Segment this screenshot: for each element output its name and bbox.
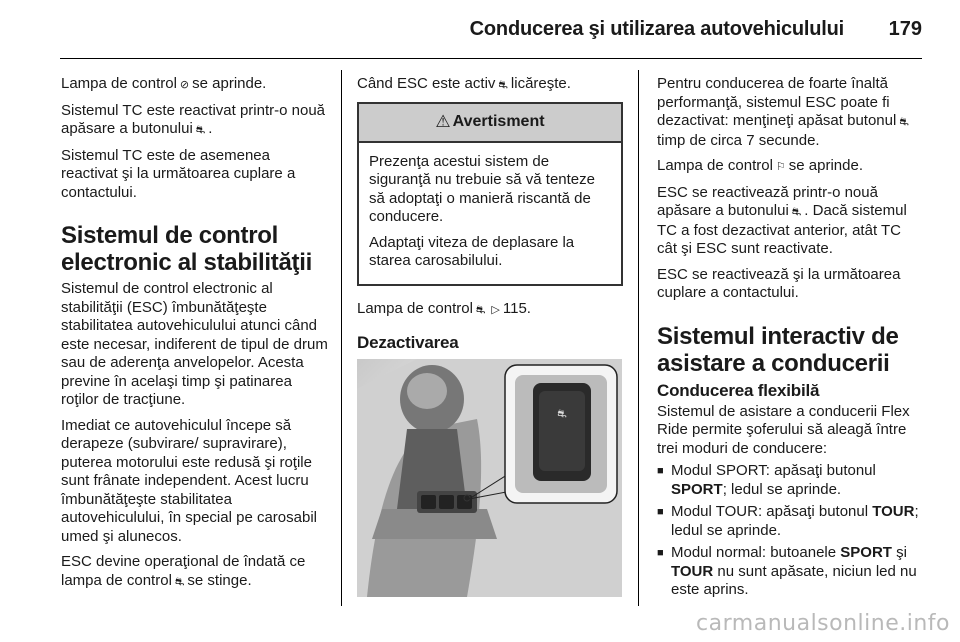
esc-button-icon: ⛐ [195,123,206,136]
paragraph: ESC se reactivează printr-o nouă apăsare a butonului ⛐ . Dacă sistemul TC a fost dezactivat anterior, atât TC cât şi ESC sunt reactivate. [657,183,907,257]
paragraph: ESC devine operaţional de îndată ce lampa de control ⛐ se stinge. [61,553,306,589]
tc-off-lamp-icon: ⊘ [179,78,190,91]
paragraph: Când ESC este activ ⛐ licăreşte. [357,75,571,92]
column-divider-1 [341,70,342,606]
paragraph: Adaptaţi viteza de deplasare la starea carosabilului. [369,233,575,269]
column-3 [657,75,923,604]
warning-triangle-icon: ⚠ [435,111,451,132]
column-divider-2 [638,70,639,606]
page-reference-icon: ▷ [491,302,500,316]
watermark: carmanualsonline.info [696,611,950,636]
section-title: Conducerea şi utilizarea autovehiculului [469,18,844,40]
column-2 [357,75,623,597]
esc-lamp-icon: ⛐ [174,574,185,588]
mode-list [657,462,923,600]
esc-lamp-icon: ⛐ [498,78,508,91]
paragraph: Lampa de control ⊘ se aprinde. [61,75,267,92]
list-item: ■ Modul TOUR: apăsaţi butonul TOUR; ledul se aprinde. [657,503,923,540]
paragraph: Prezenţa acestui sistem de siguranţă nu trebuie să vă tenteze să adoptaţi o manieră riscantă de conducere. [369,152,595,225]
paragraph: Sistemul de asistare a conducerii Flex Ride permite şoferului să aleagă între trei moduri de conducere: [657,402,910,457]
paragraph: Lampa de control ⛐ ▷ 115. [357,299,531,317]
esc-off-lamp-icon: ⚐ [775,160,786,173]
list-item: ■ Modul normal: butoanele SPORT şi TOUR nu sunt apăsate, niciun led nu este aprins. [657,544,923,600]
heading-esc: Sistemul de control electronic al stabilităţii [61,222,312,276]
warning-title: Avertisment [452,112,545,130]
paragraph: ESC se reactivează şi la următoarea cuplare a contactului. [657,265,901,301]
paragraph: Pentru conducerea de foarte înaltă performanţă, sistemul ESC poate fi dezactivat: menţineţi apăsat butonul ⛐timp de circa 7 secunde. [657,75,909,149]
page-header [0,0,960,60]
heading-flexible-driving: Conducerea flexibilă [657,380,820,400]
heading-flex-ride: Sistemul interactiv de asistare a conducerii [657,322,899,377]
console-illustration [357,359,622,597]
paragraph: Lampa de control ⚐ se aprinde. [657,157,863,174]
paragraph: Imediat ce autovehiculul începe să derapeze (subvirare/ supravirare), puterea motorului este redusă şi roţile sunt frânate independent. Acest lucru îmbunătăţeşte stabilitatea autovehiculului, în special pe carosabil umed şi alunecos. [61,416,317,545]
paragraph: Sistemul TC este de asemenea reactivat şi la următoarea cuplare a contactului. [61,146,296,201]
warning-body [359,143,621,284]
column-1 [61,75,329,598]
header-rule [60,58,922,59]
warning-box [357,102,623,286]
list-item: ■ Modul SPORT: apăsaţi butonul SPORT; ledul se aprinde. [657,462,923,499]
page-number: 179 [888,18,922,40]
paragraph: Sistemul de control electronic al stabilităţii (ESC) îmbunătăţeşte stabilitatea autovehiculului atunci când este necesar, indiferent de tipul de drum sau de aderenţa anvelopelor. Acesta previne în acelaşi timp şi patinarea roţilor de tracţiune. [61,280,328,408]
esc-button-icon: ⛐ [899,115,909,128]
paragraph: Sistemul TC este reactivat printr-o nouă apăsare a butonului ⛐ . [61,101,326,137]
warning-header [359,104,621,143]
esc-lamp-icon: ⛐ [475,302,486,316]
esc-button-icon: ⛐ [791,205,802,218]
heading-deactivation: Dezactivarea [357,333,459,352]
esc-button-photo [357,359,622,597]
svg-text:⛐: ⛐ [557,407,567,420]
